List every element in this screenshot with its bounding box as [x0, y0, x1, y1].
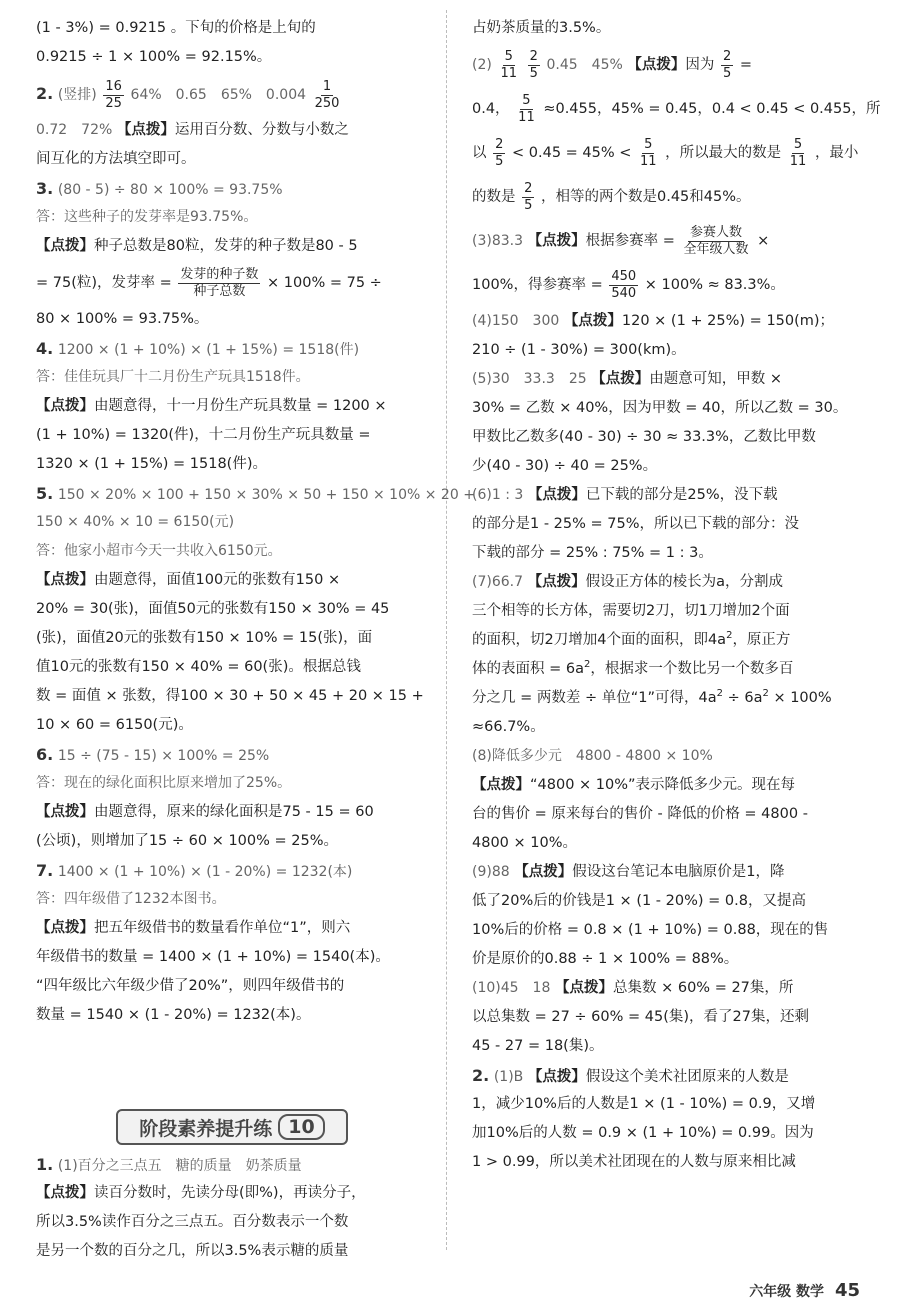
- text-line: 【点拨】读百分数时，先读分母(即%)，再读分子，: [36, 1185, 366, 1201]
- text-line: 占奶茶质量的3.5%。: [472, 20, 611, 36]
- text-line: (2) $\frac{5}{11}$ $\frac{2}{5}$ 0.45 45% 【点拨】因为 $\frac{2}{5}$ =: [472, 48, 753, 81]
- left-column-bottom: [36, 1150, 421, 1266]
- text-line: 低了20%后的价钱是1 × (1 - 20%) = 0.8，又提高: [472, 893, 806, 909]
- text-line: (6)1 : 3 【点拨】已下载的部分是25%，没下载: [472, 487, 778, 503]
- fraction: $\frac{1}{250}$: [314, 78, 340, 111]
- text-line: 1. (1)百分之三点五 糖的质量 奶茶质量: [36, 1155, 302, 1174]
- fraction: $\frac{16}{25}$: [105, 78, 122, 111]
- text-line: 100%，得参赛率 = $\frac{450}{540}$ × 100% ≈ 83.3%。: [472, 268, 785, 301]
- text-line: 30% = 乙数 × 40%，因为甲数 = 40，所以乙数 = 30。: [472, 400, 848, 416]
- text-line: 以总集数 = 27 ÷ 60% = 45(集)，看了27集，还剩: [472, 1009, 809, 1025]
- left-column: [36, 14, 475, 1030]
- text-line: 数量 = 1540 × (1 - 20%) = 1232(本)。: [36, 1007, 311, 1023]
- q2-line: 2. (竖排) $\frac{16}{25}$ 64% 0.65 65% 0.004 $\frac{1}{250}$: [36, 78, 340, 111]
- question-number: 1.: [36, 1155, 54, 1174]
- text-line: 10%后的价格 = 0.8 × (1 + 10%) = 0.88，现在的售: [472, 922, 829, 938]
- fraction: $\frac{\text{发芽的种子数}}{\text{种子总数}}$: [180, 266, 259, 299]
- text-line: (3)83.3 【点拨】根据参赛率 = $\frac{\text{参赛人数}}{\text{全年级人数}}$ ×: [472, 224, 770, 257]
- answer-line: 答：四年级借了1232本图书。: [36, 891, 226, 907]
- text-line: 5. 150 × 20% × 100 + 150 × 30% × 50 + 150 × 10% × 20 +: [36, 484, 475, 503]
- section-title: 阶段素养提升练: [139, 1117, 273, 1140]
- text-line: 下载的部分 = 25% : 75% = 1 : 3。: [472, 545, 713, 561]
- answer-line: 答：现在的绿化面积比原来增加了25%。: [36, 775, 292, 791]
- text-line: (公顷)，则增加了15 ÷ 60 × 100% = 25%。: [36, 833, 338, 849]
- text-line: 三个相等的长方体，需要切2刀，切1刀增加2个面: [472, 603, 790, 619]
- text-line: 的面积，切2刀增加4个面的面积，即$4a^2$，原正方: [472, 630, 791, 648]
- text-line: 价是原价的0.88 ÷ 1 × 100% = 88%。: [472, 951, 739, 967]
- text-line: 是另一个数的百分之几，所以3.5%表示糖的质量: [36, 1243, 349, 1259]
- footer-grade: 六年级 数学: [749, 1284, 825, 1300]
- column-divider: [446, 10, 447, 1250]
- text-line: 【点拨】种子总数是80粒，发芽的种子数是80 - 5: [36, 238, 358, 254]
- text-line: 加10%后的人数 = 0.9 × (1 + 10%) = 0.99。因为: [472, 1125, 814, 1141]
- question-number: 2.: [472, 1066, 490, 1085]
- text-line: 甲数比乙数多(40 - 30) ÷ 30 ≈ 33.3%，乙数比甲数: [472, 429, 816, 445]
- question-number: 5.: [36, 484, 54, 503]
- question-number: 3.: [36, 179, 54, 198]
- fraction: $\frac{2}{5}$: [524, 180, 533, 213]
- text-line: “四年级比六年级少借了20%”，则四年级借书的: [36, 978, 345, 994]
- text-line: 10 × 60 = 6150(元)。: [36, 717, 193, 733]
- question-number: 2.: [36, 84, 54, 103]
- fraction: $\frac{450}{540}$: [611, 268, 637, 301]
- text-line: 2. (1)B 【点拨】假设这个美术社团原来的人数是: [472, 1066, 789, 1085]
- text-line: 的数是 $\frac{2}{5}$ ，相等的两个数是0.45和45%。: [472, 180, 751, 213]
- answer-line: 答：佳佳玩具厂十二月份生产玩具1518件。: [36, 369, 310, 385]
- text-line: 0.72 72% 【点拨】运用百分数、分数与小数之: [36, 122, 349, 138]
- fraction: $\frac{5}{11}$: [640, 136, 657, 169]
- fraction: $\frac{\text{参赛人数}}{\text{全年级人数}}$: [683, 224, 749, 257]
- fraction: $\frac{5}{11}$: [789, 136, 807, 169]
- text-line: 年级借书的数量 = 1400 × (1 + 10%) = 1540(本)。: [36, 949, 390, 965]
- text-line: (7)66.7 【点拨】假设正方体的棱长为a，分割成: [472, 574, 784, 590]
- text-line: 间互化的方法填空即可。: [36, 151, 196, 167]
- text-line: (4)150 300 【点拨】120 × (1 + 25%) = 150(m)；: [472, 313, 835, 329]
- text-line: (10)45 18 【点拨】总集数 × 60% = 27集，所: [472, 980, 794, 996]
- text-line: 【点拨】由题意得，面值100元的张数有150 ×: [36, 572, 341, 588]
- text-line: 0.9215 ÷ 1 × 100% = 92.15%。: [36, 49, 272, 65]
- text-line: (9)88 【点拨】假设这台笔记本电脑原价是1，降: [472, 864, 785, 880]
- text-line: (1 - 3%) = 0.9215 。下旬的价格是上旬的: [36, 20, 316, 36]
- tip-label: 【点拨】: [116, 122, 175, 138]
- text-line: 所以3.5%读作百分之三点五。百分数表示一个数: [36, 1214, 349, 1230]
- text-line: 少(40 - 30) ÷ 40 = 25%。: [472, 458, 658, 474]
- text-line: 80 × 100% = 93.75%。: [36, 311, 209, 327]
- text-line: ≈66.7%。: [472, 719, 545, 735]
- text-line: 【点拨】由题意得，十一月份生产玩具数量 = 1200 ×: [36, 398, 387, 414]
- text-line: 台的售价 = 原来每台的售价 - 降低的价格 = 4800 -: [472, 806, 808, 822]
- right-column: [472, 14, 881, 1177]
- text-line: 4. 1200 × (1 + 10%) × (1 + 15%) = 1518(件): [36, 339, 360, 358]
- text-line: 7. 1400 × (1 + 10%) × (1 - 20%) = 1232(本): [36, 861, 353, 880]
- question-number: 4.: [36, 339, 54, 358]
- text-line: (张)，面值20元的张数有150 × 10% = 15(张)，面: [36, 630, 373, 646]
- question-number: 7.: [36, 861, 54, 880]
- text-line: (8)降低多少元 4800 - 4800 × 10%: [472, 748, 713, 764]
- text-line: 1 > 0.99，所以美术社团现在的人数与原来相比减: [472, 1154, 796, 1170]
- fraction: $\frac{2}{5}$: [723, 48, 732, 81]
- answer-line: 答：这些种子的发芽率是93.75%。: [36, 209, 258, 225]
- text-line: (1 + 10%) = 1320(件)，十二月份生产玩具数量 =: [36, 427, 371, 443]
- fraction: $\frac{2}{5}$: [529, 48, 538, 81]
- text-line: 的部分是1 - 25% = 75%，所以已下载的部分：没: [472, 516, 799, 532]
- text-line: 20% = 30(张)，面值50元的张数有150 × 30% = 45: [36, 601, 390, 617]
- fraction: $\frac{5}{11}$: [518, 92, 535, 125]
- page-footer: [749, 1280, 860, 1301]
- text-line: 45 - 27 = 18(集)。: [472, 1038, 604, 1054]
- text-line: 【点拨】把五年级借书的数量看作单位“1”，则六: [36, 920, 351, 936]
- section-number: 10: [278, 1114, 324, 1140]
- text-line: (5)30 33.3 25 【点拨】由题意可知，甲数 ×: [472, 371, 783, 387]
- text-line: 1，减少10%后的人数是1 × (1 - 10%) = 0.9，又增: [472, 1096, 816, 1112]
- fraction: $\frac{5}{11}$: [500, 48, 517, 81]
- text-line: 210 ÷ (1 - 30%) = 300(km)。: [472, 342, 686, 358]
- text-line: 数 = 面值 × 张数，得100 × 30 + 50 × 45 + 20 × 15 +: [36, 688, 424, 704]
- text-line: 分之几 = 两数差 ÷ 单位“1”可得，$4a^2 \div 6a^2 \times 100\%$: [472, 688, 832, 706]
- text-line: 0.4， $\frac{5}{11}$ ≈0.455，45% = 0.45，0.4 < 0.45 < 0.455，所: [472, 92, 881, 125]
- text-line: 【点拨】“4800 × 10%”表示降低多少元。现在每: [472, 777, 796, 793]
- text-line: 150 × 40% × 10 = 6150(元): [36, 514, 235, 530]
- question-number: 6.: [36, 745, 54, 764]
- page-number: 45: [834, 1280, 860, 1301]
- section-banner: [116, 1109, 348, 1145]
- answer-line: 答：他家小超市今天一共收入6150元。: [36, 543, 282, 559]
- fraction: $\frac{2}{5}$: [495, 136, 504, 169]
- text-line: 4800 × 10%。: [472, 835, 577, 851]
- text-line: 【点拨】由题意得，原来的绿化面积是75 - 15 = 60: [36, 804, 374, 820]
- text-line: 体的表面积 = $6a^2$，根据求一个数比另一个数多百: [472, 659, 794, 677]
- text-line: 3. (80 - 5) ÷ 80 × 100% = 93.75%: [36, 179, 283, 198]
- text-line: 1320 × (1 + 15%) = 1518(件)。: [36, 456, 267, 472]
- text-line: 值10元的张数有150 × 40% = 60(张)。根据总钱: [36, 659, 361, 675]
- text-line: = 75(粒)，发芽率 = $\frac{\text{发芽的种子数}}{\text{种子总数}}$ × 100% = 75 ÷: [36, 266, 382, 299]
- text-line: 以 $\frac{2}{5}$ < 0.45 = 45% < $\frac{5}{11}$ ，所以最大的数是 $\frac{5}{11}$ ，最小: [472, 136, 859, 169]
- text-line: 6. 15 ÷ (75 - 15) × 100% = 25%: [36, 745, 270, 764]
